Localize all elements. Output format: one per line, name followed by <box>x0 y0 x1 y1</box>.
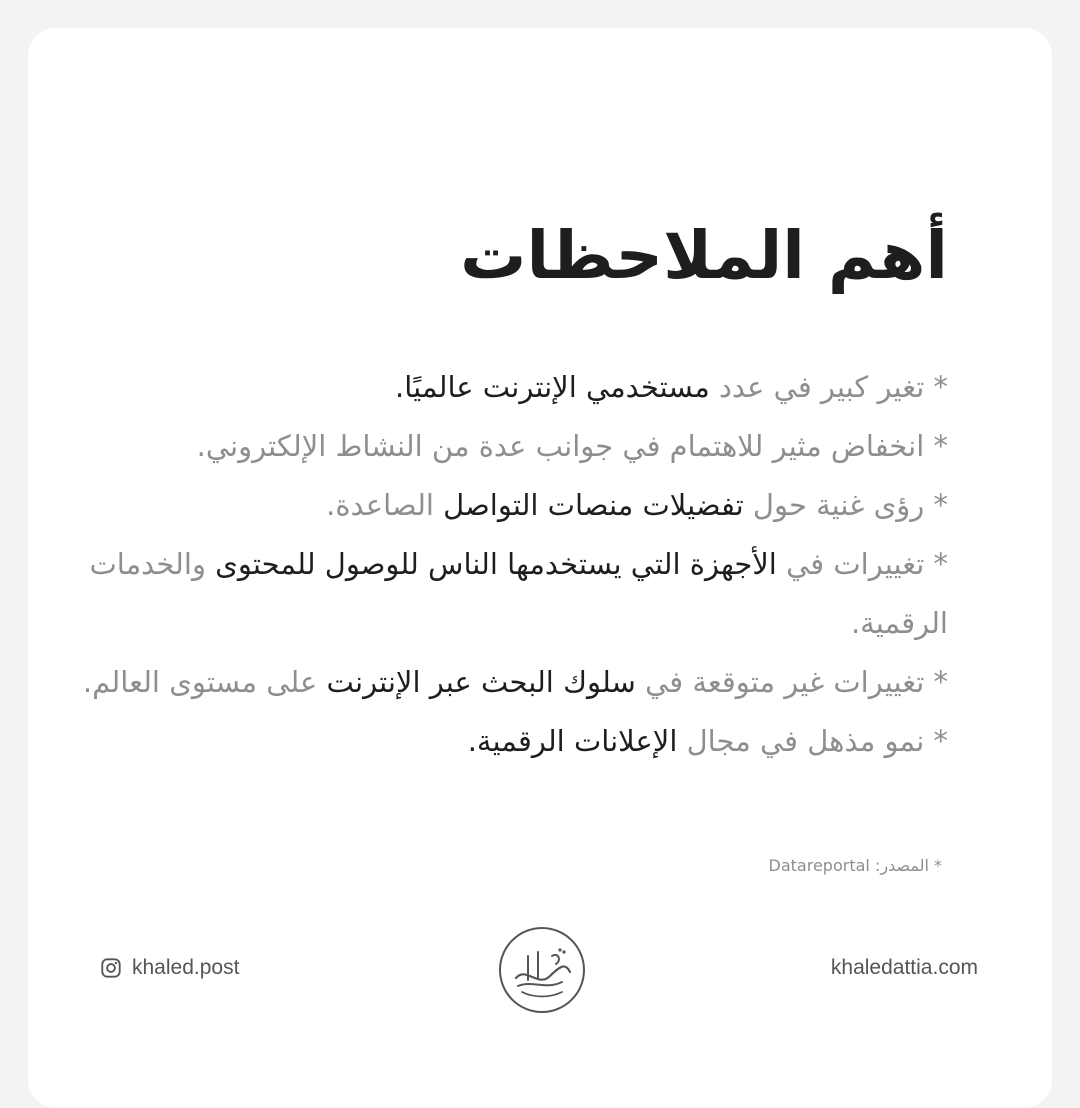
page-title: أهم الملاحظات <box>460 217 948 294</box>
note-text: * تغييرات غير متوقعة في <box>635 665 948 699</box>
note-item <box>48 712 948 771</box>
note-item <box>48 417 948 476</box>
note-text: * رؤى غنية حول <box>743 488 948 522</box>
note-text: * تغير كبير في عدد <box>709 370 948 404</box>
note-highlight: مستخدمي الإنترنت عالميًا. <box>395 370 710 404</box>
instagram-icon <box>100 957 122 979</box>
note-text: والخدمات الرقمية. <box>89 547 948 640</box>
note-text: * نمو مذهل في مجال <box>677 724 948 758</box>
instagram-handle: khaled.post <box>132 956 240 979</box>
note-highlight: سلوك البحث عبر الإنترنت <box>317 665 636 699</box>
note-item <box>48 653 948 712</box>
note-text: على مستوى العالم. <box>82 665 318 699</box>
note-text: * انخفاض مثير للاهتمام في جوانب عدة من النشاط الإلكتروني. <box>196 429 948 463</box>
source-note: * المصدر: Datareportal <box>768 856 942 875</box>
note-highlight: تفضيلات منصات التواصل <box>433 488 744 522</box>
note-item <box>48 358 948 417</box>
note-highlight: الأجهزة التي يستخدمها الناس للوصول للمحتوى <box>205 547 777 581</box>
notes-list <box>48 358 948 771</box>
logo-icon <box>498 926 586 1014</box>
note-text: الصاعدة. <box>326 488 434 522</box>
instagram-link[interactable] <box>100 956 239 980</box>
note-item <box>48 476 948 535</box>
note-item <box>48 535 948 653</box>
note-highlight: الإعلانات الرقمية. <box>467 724 678 758</box>
note-text: * تغييرات في <box>776 547 948 581</box>
website-link[interactable]: khaledattia.com <box>830 956 978 979</box>
content-card <box>28 28 1052 1108</box>
